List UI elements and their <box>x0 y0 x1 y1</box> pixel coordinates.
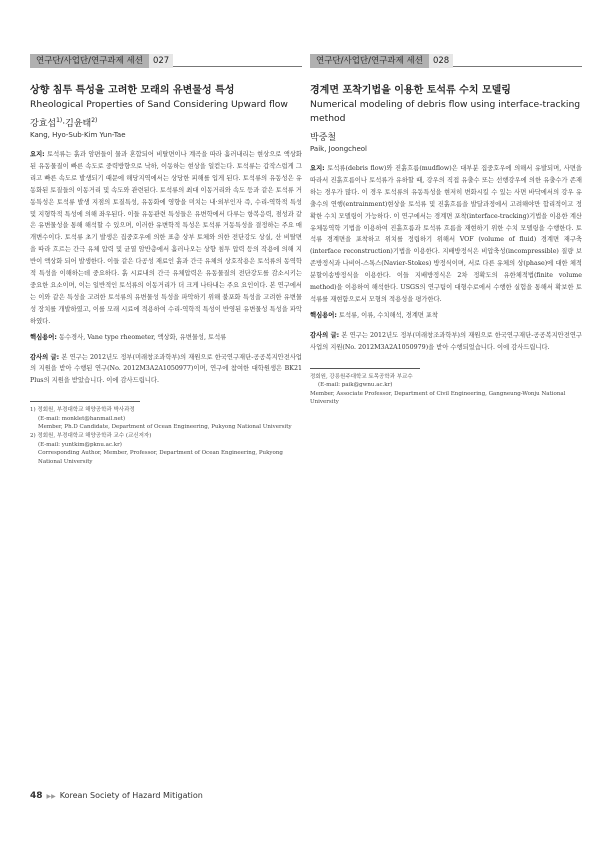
authors-en: Paik, Joongcheol <box>310 145 367 153</box>
article-title-en: Numerical modeling of debris flow using interface-tracking method <box>310 99 581 124</box>
right-article <box>310 48 582 407</box>
acknowledgement <box>30 352 302 388</box>
abstract-text: 토석류는 흙과 암편들이 물과 혼합되어 비탈면이나 계곡을 따라 흘러내리는 현상으로 액상화된 유동물질이 빠른 속도로 중력방향으로 낙하, 이동하는 현상을 일컫는다. 토석류는 갑작스럽게 그리고 빠른 속도로 발생되기 때문에 해당지역에서는 상당한 피해를 입게 된다. 토석류의 유동성은 유동화된 토질들의 이동거리 및 속도와 관련된다. 토석류의 최대 이동거리와 속도 등과 같은 토석류 거동특성은 토석류 발생 지점의 토질특성, 유동화에 영향을 미치는 내·외부인자 즉, 수리-역학적 특성 및 지형학적 특성에 의해 좌우된다. 이들 유동관련 특성들은 유변학에서 다루는 항복응력, 점성과 같은 유변물성을 통해 해석할 수 있으며, 이러한 유변학적 특성은 토석류 거동특성을 결정하는 주요 매개변수이다. 토석류 초기 발생은 집중호우에 의한 표층 상부 토체와 의한 전단강도 상실, 산 비탈면을 따라 흐르는 간극 유체 압력 및 균열 암반층에서 흘러나오는 상향 침투 압력 등의 작용에 의해 지반이 액상화 되어 발생한다. 이들 같은 다공성 재료인 흙과 간극 유체의 상호작용은 토석류의 동역학적 특성을 이해하는데 중요하다. 흙 시료내의 간극 유체압력은 유동물질의 전단강도를 감소시키는 중요한 요소이며, 이는 일반적인 토석류의 이동거리가 더 크게 나타내는 주요 요인이다. 본 연구에서는 이와 같은 특성을 고려한 토석류의 유변물성 특성을 파악하기 위해 불포화 특성을 고려한 유변물성 장치를 개발하였고, 이를 모래 시료에 적용하여 수리-역학적 특성이 반영된 유변물성 특성을 파악하였다. <box>30 151 302 325</box>
left-article <box>30 48 302 466</box>
acknowledgement <box>310 330 582 354</box>
footnote-2-email: (E-mail: yuntkim@pknu.ac.kr) <box>38 441 122 448</box>
authors-en: Kang, Hyo-Sub·Kim Yun-Tae <box>30 131 126 139</box>
author-2-note: 2) <box>91 117 98 124</box>
footnote-divider <box>30 401 140 402</box>
footnote-1-en: Member, Associate Professor, Department of Civil Engineering, Gangneung-Wonju National University <box>310 390 566 406</box>
section-code: 028 <box>429 54 453 68</box>
author-1-note: 1) <box>56 117 63 124</box>
abstract <box>30 149 302 328</box>
page-footer <box>30 791 203 801</box>
authors-ko <box>30 116 302 129</box>
keywords-text: 토석류, 이류, 수치해석, 경계면 포착 <box>336 311 439 319</box>
footnote-2: 2) 정회원, 부경대학교 해양공학과 교수 (교신저자) <box>30 433 152 439</box>
footnote-1-en: Member, Ph.D Candidate, Department of Ocean Engineering, Pukyong National University <box>38 424 292 431</box>
abstract-text: 토석류(debris flow)와 진흙흐름(mudflow)은 대부분 집중호우에 의해서 유발되며, 사면을 따라서 진흙흐름이나 토석류가 유하할 때, 강우의 직접 유출수 또는 선행강우에 의한 유출수가 존재하는 경우가 많다. 이 경우 토석류의 유동특성을 현저히 변화시킬 수 있는 사면 바닥에서의 강우 유출수의 연행(entrainment)현상을 토석류 및 진흙흐름을 발달과정에서 고려해야만 합리적이고 정확한 수치 모델링이 가능하다. 이 연구에서는 경계면 포착(interface-tracking)기법을 이용한 계산유체동역학 기법을 이용하여 진흙흐름과 토석류 흐름을 재현하기 위한 수치 모델링을 수행한다. 토석류 경계면을 포착하고 위치를 정립하기 위해서 VOF (volume of fluid) 경계면 재구축(interface reconstruction)기법을 이용한다. 지배방정식은 비압축성(incompressible) 질량 보존방정식과 나비어-스톡스(Navier-Stokes) 방정식이며, 서로 다른 유체의 상(phase)에 대한 체적분할이송방정식을 이용한다. 이들 지배방정식은 2차 정확도의 유한체적법(finite volume method)을 이용하여 해석한다. USGS의 연구팀이 대형수로에서 수행한 실험을 통해서 확보한 토석류를 재현함으로서 모형의 적용성을 평가한다. <box>310 165 582 303</box>
abstract-label: 요지: <box>310 165 325 172</box>
authors-ko: 박중철 <box>310 133 337 143</box>
section-code: 027 <box>149 54 173 68</box>
section-label: 연구단/사업단/연구과제 세션 <box>310 54 429 68</box>
ack-label: 감사의 글: <box>310 331 340 339</box>
page-number: 48 <box>30 791 43 801</box>
footnote-1-email: (E-mail: monklet@hanmail.net) <box>38 415 126 422</box>
footnote-1-email: (E-mail: paik@gwnu.ac.kr) <box>318 382 393 389</box>
article-title-ko: 상향 침투 특성을 고려한 모래의 유변물성 특성 <box>30 85 235 96</box>
author-2: ·김윤태 <box>62 119 92 129</box>
keywords-text: 동수경사, Vane type rheometer, 액상화, 유변물성, 토석류 <box>56 333 227 341</box>
footnote-1: 1) 정회원, 부경대학교 해양공학과 박사과정 <box>30 407 135 414</box>
author-1: 강효섭 <box>30 119 57 129</box>
ack-label: 감사의 글: <box>30 353 60 361</box>
footnotes <box>30 406 302 466</box>
abstract <box>310 163 582 306</box>
footnotes <box>310 373 582 407</box>
footnote-1: 정회원, 강릉원주대학교 토목공학과 부교수 <box>310 373 413 380</box>
abstract-label: 요지: <box>30 151 45 158</box>
ack-text: 본 연구는 2012년도 정부(미래창조과학부)의 재원으로 한국연구재단-공공복지안전사업의 지원을 받아 수행된 연구(No. 2012M3A2A1050977)이며, 연구에 참여한 대학원생은 BK21 Plus의 지원을 받았습니다. 이에 감사드립니다. <box>30 353 303 385</box>
society-name: Korean Society of Hazard Mitigation <box>59 791 203 800</box>
keywords-label: 핵심용어: <box>310 311 337 319</box>
section-header <box>30 48 302 67</box>
keywords <box>310 310 582 322</box>
footnote-2-en: Corresponding Author, Member, Professor, Department of Ocean Engineering, Pukyong National University <box>38 450 283 465</box>
keywords <box>30 332 302 344</box>
footnote-divider <box>310 368 420 369</box>
double-arrow-icon: ▶▶ <box>46 793 56 800</box>
article-title-ko: 경계면 포착기법을 이용한 토석류 수치 모델링 <box>310 85 511 96</box>
section-label: 연구단/사업단/연구과제 세션 <box>30 54 149 68</box>
ack-text: 본 연구는 2012년도 정부(미래창조과학부)의 재원으로 한국연구재단-공공복지안전연구사업의 지원(No. 2012M3A2A1050979)을 받아 수행되었습니다. 이에 감사드립니다. <box>310 331 583 351</box>
section-header <box>310 48 582 67</box>
keywords-label: 핵심용어: <box>30 333 57 341</box>
article-title-en: Rheological Properties of Sand Considering Upward flow <box>30 99 288 110</box>
